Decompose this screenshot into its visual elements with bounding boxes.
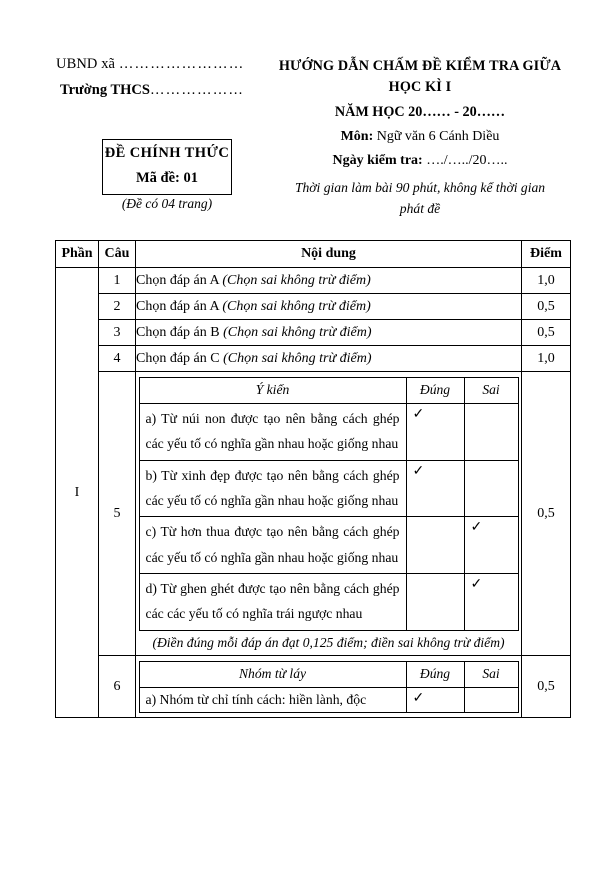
table-row bbox=[56, 346, 571, 372]
duration-line1: Thời gian làm bài 90 phút, không kể thời gian bbox=[294, 180, 546, 196]
school-dots: ……………… bbox=[149, 82, 245, 98]
q5-check-true-c bbox=[406, 517, 464, 574]
q5-check-true-d bbox=[406, 574, 464, 631]
q5-check-true-b: ✓ bbox=[406, 460, 464, 517]
q5-row-a bbox=[139, 404, 518, 461]
answer-note-4: (Chọn sai không trừ điểm) bbox=[223, 350, 372, 366]
q5-inner-header-row bbox=[139, 378, 518, 404]
q5-row-d bbox=[139, 574, 518, 631]
table-head bbox=[56, 241, 571, 268]
header-right-block bbox=[272, 56, 568, 219]
document-header bbox=[48, 56, 568, 228]
q5-check-false-b bbox=[464, 460, 518, 517]
q5-row-c bbox=[139, 517, 518, 574]
page-count-note: (Đề có 04 trang) bbox=[121, 196, 213, 211]
school-line bbox=[48, 82, 288, 99]
table-body bbox=[56, 268, 571, 718]
subject-value: Ngữ văn 6 Cánh Diều bbox=[376, 129, 500, 145]
q6-inner-header-row bbox=[139, 662, 518, 688]
q6-check-false-a bbox=[464, 688, 518, 713]
answer-key-table bbox=[55, 240, 571, 718]
question-score-2: 0,5 bbox=[522, 294, 571, 320]
q6-truefalse-table bbox=[139, 661, 519, 713]
table-row bbox=[56, 268, 571, 294]
exam-date-line bbox=[272, 153, 568, 169]
official-exam-title: ĐỀ CHÍNH THỨC bbox=[104, 145, 230, 161]
question-content-3 bbox=[136, 320, 522, 346]
q5-col-header-true: Đúng bbox=[406, 378, 464, 404]
q6-statement-a: a) Nhóm từ chỉ tính cách: hiền lành, độc bbox=[139, 688, 406, 713]
question-content-4 bbox=[136, 346, 522, 372]
q5-check-false-a bbox=[464, 404, 518, 461]
q5-statement-a: a) Từ núi non được tạo nên bằng cách ghép các yếu tố có nghĩa gần nhau hoặc giống nhau bbox=[139, 404, 406, 461]
col-header-phan: Phần bbox=[56, 241, 99, 268]
question-score-3: 0,5 bbox=[522, 320, 571, 346]
q6-col-header-true: Đúng bbox=[406, 662, 464, 688]
question-score-6: 0,5 bbox=[522, 656, 571, 718]
table-row bbox=[56, 656, 571, 718]
duration-line2: phát đề bbox=[399, 200, 441, 216]
q5-truefalse-table bbox=[139, 377, 519, 631]
ubnd-label: UBND xã bbox=[56, 56, 116, 72]
question-number-3: 3 bbox=[99, 320, 136, 346]
q6-bottom-spacer bbox=[136, 713, 521, 717]
q5-col-header-opinion: Ý kiến bbox=[139, 378, 406, 404]
official-exam-box bbox=[102, 139, 232, 195]
exam-date-value: …./…../20….. bbox=[426, 153, 508, 169]
ubnd-line bbox=[48, 56, 288, 73]
q5-scoring-note: (Điền đúng mỗi đáp án đạt 0,125 điểm; điền sai không trừ điểm) bbox=[152, 634, 505, 650]
q6-col-header-group: Nhóm từ láy bbox=[139, 662, 406, 688]
question-number-1: 1 bbox=[99, 268, 136, 294]
school-year: NĂM HỌC 20…… - 20…… bbox=[334, 104, 506, 121]
ubnd-dots: …………………… bbox=[118, 56, 245, 72]
table-row bbox=[56, 294, 571, 320]
subject-line bbox=[272, 129, 568, 145]
q5-statement-c: c) Từ hơn thua được tạo nên bằng cách ghép các yếu tố có nghĩa gần nhau hoặc giống nhau bbox=[139, 517, 406, 574]
q5-row-b bbox=[139, 460, 518, 517]
document-title-line1: HƯỚNG DẪN CHẤM ĐỀ KIỂM TRA GIỮA bbox=[278, 58, 562, 74]
question-number-6: 6 bbox=[99, 656, 136, 718]
answer-text-2: Chọn đáp án A bbox=[136, 298, 219, 314]
answer-text-3: Chọn đáp án B bbox=[136, 324, 220, 340]
question-content-2 bbox=[136, 294, 522, 320]
exam-code: Mã đề: 01 bbox=[135, 170, 198, 186]
question-content-5 bbox=[136, 372, 522, 656]
part-cell-I: I bbox=[56, 268, 99, 718]
q5-col-header-false: Sai bbox=[464, 378, 518, 404]
answer-text-1: Chọn đáp án A bbox=[136, 272, 219, 288]
table-header-row bbox=[56, 241, 571, 268]
question-number-4: 4 bbox=[99, 346, 136, 372]
answer-key-table-wrap bbox=[55, 240, 566, 718]
q6-col-header-false: Sai bbox=[464, 662, 518, 688]
question-score-4: 1,0 bbox=[522, 346, 571, 372]
answer-note-1: (Chọn sai không trừ điểm) bbox=[222, 272, 371, 288]
question-score-1: 1,0 bbox=[522, 268, 571, 294]
school-label: Trường THCS bbox=[60, 82, 150, 98]
question-number-2: 2 bbox=[99, 294, 136, 320]
table-row bbox=[56, 320, 571, 346]
col-header-noidung: Nội dung bbox=[136, 241, 522, 268]
q5-statement-b: b) Từ xinh đẹp được tạo nên bằng cách ghép các yếu tố có nghĩa gần nhau hoặc giống nhau bbox=[139, 460, 406, 517]
question-content-6 bbox=[136, 656, 522, 718]
question-score-5: 0,5 bbox=[522, 372, 571, 656]
header-left-block bbox=[48, 56, 288, 211]
subject-label: Môn: bbox=[340, 129, 374, 145]
question-content-1 bbox=[136, 268, 522, 294]
col-header-cau: Câu bbox=[99, 241, 136, 268]
question-number-5: 5 bbox=[99, 372, 136, 656]
q5-check-true-a: ✓ bbox=[406, 404, 464, 461]
col-header-diem: Điểm bbox=[522, 241, 571, 268]
q5-check-false-d: ✓ bbox=[464, 574, 518, 631]
exam-date-label: Ngày kiểm tra: bbox=[332, 153, 423, 169]
q6-row-a bbox=[139, 688, 518, 713]
q6-check-true-a: ✓ bbox=[406, 688, 464, 713]
q5-check-false-c: ✓ bbox=[464, 517, 518, 574]
table-row bbox=[56, 372, 571, 656]
q5-statement-d: d) Từ ghen ghét được tạo nên bằng cách ghép các các yếu tố có nghĩa trái ngược nhau bbox=[139, 574, 406, 631]
answer-note-3: (Chọn sai không trừ điểm) bbox=[223, 324, 372, 340]
answer-note-2: (Chọn sai không trừ điểm) bbox=[222, 298, 371, 314]
answer-text-4: Chọn đáp án C bbox=[136, 350, 220, 366]
document-title-line2: HỌC KÌ I bbox=[388, 78, 452, 95]
